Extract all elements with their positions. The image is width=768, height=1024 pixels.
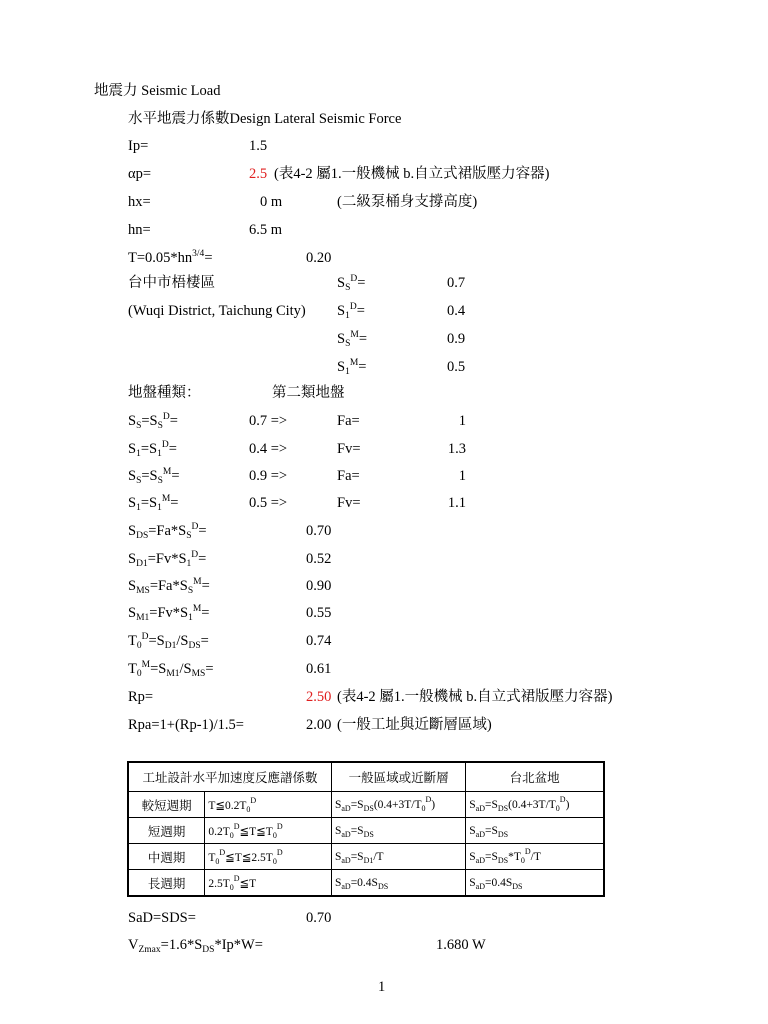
table-header-row <box>128 762 604 792</box>
site-param-value: 0.7 <box>447 275 466 291</box>
factor-row-factor: Fv= <box>337 441 361 457</box>
factor-row-value: 0.4 => <box>249 441 288 457</box>
t0m-formula: $T_0^M=S_{M1}/S_{MS}=$ <box>128 660 214 679</box>
sad-label: SaD=SDS= <box>128 910 196 926</box>
table-row <box>128 844 604 870</box>
alpha-p-label: αp= <box>128 166 152 182</box>
site-param-label: $S_1^D=$ <box>337 302 365 321</box>
rpa-note: (一般工址與近斷層區域) <box>337 717 492 733</box>
table-row <box>128 792 604 818</box>
sm1-formula: $S_{M1}=Fv*S_1^M=$ <box>128 604 210 623</box>
table-cell: $S_{aD}=S_{DS}(0.4+3T/T_0^D)$ <box>331 792 465 818</box>
table-header: 工址設計水平加速度反應譜係數 <box>128 762 331 792</box>
factor-row-factor-value: 1.1 <box>447 495 466 511</box>
period-formula <box>128 249 213 267</box>
rp-value: 2.50 <box>306 689 332 705</box>
factor-row-label: $S_S=S_S^D=$ <box>128 412 178 431</box>
t0d-formula: $T_0^D=S_{D1}/S_{DS}=$ <box>128 632 209 651</box>
hx-label: hx= <box>128 194 151 210</box>
sad-value: 0.70 <box>306 910 332 926</box>
location-name-en: (Wuqi District, Taichung City) <box>128 303 306 319</box>
table-cell: $S_{aD}=S_{D1}/T$ <box>331 844 465 870</box>
section-subheading: 水平地震力係數Design Lateral Seismic Force <box>128 111 402 127</box>
factor-row-value: 0.9 => <box>249 468 288 484</box>
table-row-label: 長週期 <box>128 870 205 897</box>
factor-row-factor-value: 1 <box>458 468 466 484</box>
site-param-label: $S_1^M=$ <box>337 358 367 377</box>
period-value: 0.20 <box>306 250 332 266</box>
site-param-value: 0.5 <box>447 359 466 375</box>
rpa-label: Rpa=1+(Rp-1)/1.5= <box>128 717 244 733</box>
alpha-p-note: (表4-2 屬1.一般機械 b.自立式裙版壓力容器) <box>274 166 550 182</box>
site-param-value: 0.9 <box>447 331 466 347</box>
table-row <box>128 818 604 844</box>
soil-value: 第二類地盤 <box>272 385 345 401</box>
sd1-value: 0.52 <box>306 551 332 567</box>
hx-value: 0 m <box>260 194 283 210</box>
factor-row-label: $S_1=S_1^M=$ <box>128 494 179 513</box>
vzmax-value: 1.680 W <box>436 937 486 953</box>
factor-row-factor: Fa= <box>337 468 360 484</box>
sms-value: 0.90 <box>306 578 332 594</box>
table-cell: $0.2T_0^D≦T≦T_0^D$ <box>205 818 332 844</box>
sm1-value: 0.55 <box>306 605 332 621</box>
table-cell: $T_0^D≦T≦2.5T_0^D$ <box>205 844 332 870</box>
factor-row-label: $S_1=S_1^D=$ <box>128 440 177 459</box>
page-heading: 地震力 Seismic Load <box>94 83 221 99</box>
spectrum-coefficient-table <box>127 761 605 897</box>
page-number: 1 <box>378 979 386 995</box>
table-row-label: 中週期 <box>128 844 205 870</box>
period-exponent: 3/4 <box>192 249 205 259</box>
table-cell: $S_{aD}=S_{DS}*T_0^D/T$ <box>466 844 604 870</box>
rpa-value: 2.00 <box>306 717 332 733</box>
site-param-value: 0.4 <box>447 303 466 319</box>
sds-value: 0.70 <box>306 523 332 539</box>
table-header: 台北盆地 <box>466 762 604 792</box>
sds-formula: $S_{DS}=Fa*S_S^D=$ <box>128 522 207 541</box>
period-formula-pre: T=0.05*hn <box>128 250 193 266</box>
sms-formula: $S_{MS}=Fa*S_S^M=$ <box>128 577 210 596</box>
hn-value: 6.5 m <box>249 222 283 238</box>
rp-label: Rp= <box>128 689 154 705</box>
rp-note: (表4-2 屬1.一般機械 b.自立式裙版壓力容器) <box>337 689 613 705</box>
table-cell: $T≦0.2T_0^D$ <box>205 792 332 818</box>
ip-value: 1.5 <box>249 138 268 154</box>
factor-row-factor-value: 1.3 <box>447 441 466 457</box>
ip-label: Ip= <box>128 138 149 154</box>
table-row-label: 較短週期 <box>128 792 205 818</box>
t0m-value: 0.61 <box>306 661 332 677</box>
alpha-p-value: 2.5 <box>249 166 268 182</box>
table-cell: $S_{aD}=0.4S_{DS}$ <box>331 870 465 897</box>
table-cell: $S_{aD}=0.4S_{DS}$ <box>466 870 604 897</box>
hn-label: hn= <box>128 222 151 238</box>
table-header: 一般區域或近斷層 <box>331 762 465 792</box>
hx-note: (二級泵桶身支撐高度) <box>337 194 478 210</box>
site-param-label: $S_S^M=$ <box>337 330 368 349</box>
factor-row-label: $S_S=S_S^M=$ <box>128 467 180 486</box>
table-row-label: 短週期 <box>128 818 205 844</box>
sd1-formula: $S_{D1}=Fv*S_1^D=$ <box>128 550 207 569</box>
factor-row-factor-value: 1 <box>458 413 466 429</box>
period-formula-eq: = <box>204 250 213 266</box>
soil-label: 地盤種類： <box>128 385 201 401</box>
factor-row-value: 0.5 => <box>249 495 288 511</box>
factor-row-factor: Fv= <box>337 495 361 511</box>
location-name: 台中市梧棲區 <box>128 275 215 291</box>
table-row <box>128 870 604 897</box>
table-cell: $S_{aD}=S_{DS}(0.4+3T/T_0^D)$ <box>466 792 604 818</box>
table-cell: $S_{aD}=S_{DS}$ <box>466 818 604 844</box>
table-cell: $S_{aD}=S_{DS}$ <box>331 818 465 844</box>
factor-row-value: 0.7 => <box>249 413 288 429</box>
t0d-value: 0.74 <box>306 633 332 649</box>
factor-row-factor: Fa= <box>337 413 360 429</box>
table-cell: $2.5T_0^D≦T$ <box>205 870 332 897</box>
vzmax-formula: $V_{Zmax}=1.6*S_{DS}*Ip*W=$ <box>128 937 263 955</box>
site-param-label: $S_S^D=$ <box>337 274 366 293</box>
